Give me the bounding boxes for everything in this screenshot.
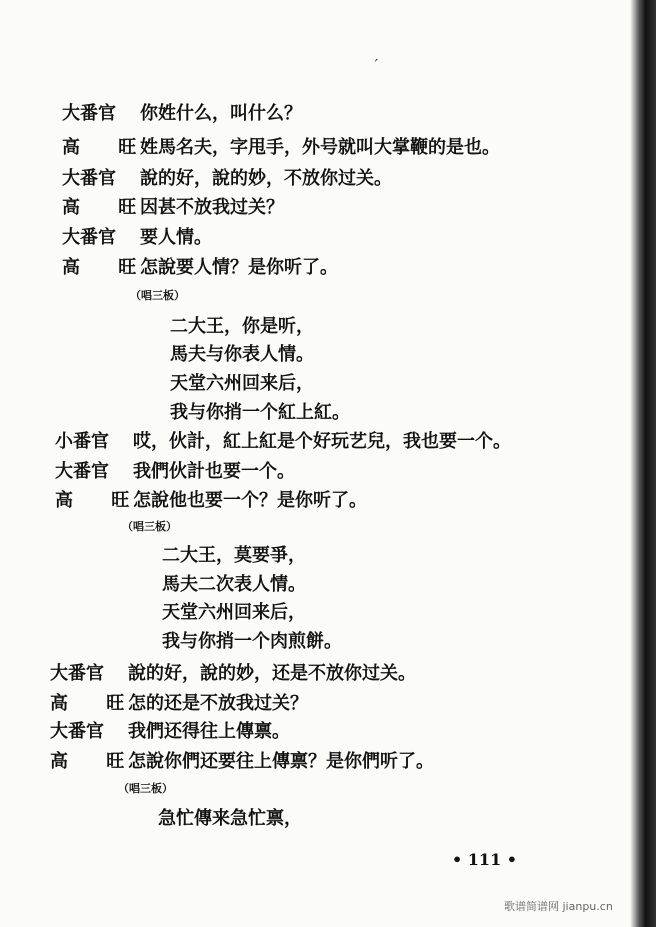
dialogue-line <box>50 714 290 746</box>
speaker-name: 大番官 <box>62 227 116 248</box>
dialogue-text: 說的好，說的妙，不放你过关。 <box>140 168 392 189</box>
verse-line: 我与你捎一个肉煎餅。 <box>162 631 342 652</box>
verse-line: 馬夫二次表人情。 <box>162 574 306 595</box>
dialogue-line <box>62 190 284 222</box>
page-binding-shadow <box>630 0 656 927</box>
dialogue-line <box>62 96 302 128</box>
dialogue-line <box>55 424 511 456</box>
dialogue-text: 怎說他也要一个？是你听了。 <box>133 490 367 511</box>
verse-line: 馬夫与你表人情。 <box>170 344 314 365</box>
dialogue-line <box>55 454 295 486</box>
dialogue-text: 因甚不放我过关？ <box>140 197 284 218</box>
dialogue-text: 我們伙計也要一个。 <box>133 461 295 482</box>
dialogue-text: 姓馬名夫，字甩手，外号就叫大掌鞭的是也。 <box>140 137 500 158</box>
dialogue-line <box>62 130 500 162</box>
verse-line: 我与你捎一个紅上紅。 <box>170 402 350 423</box>
speaker-name: 高 旺 <box>62 257 153 278</box>
dialogue-text: 我們还得往上傳禀。 <box>128 721 290 742</box>
dialogue-text: 要人情。 <box>140 227 212 248</box>
stage-direction: （唱三板） <box>130 289 185 302</box>
dialogue-text: 怎的还是不放我过关？ <box>128 693 308 714</box>
dialogue-text: 你姓什么，叫什么？ <box>140 103 302 124</box>
speaker-name: 大番官 <box>50 663 104 684</box>
dialogue-line <box>50 656 416 688</box>
dialogue-text: 說的好，說的妙，还是不放你过关。 <box>128 663 416 684</box>
dialogue-line <box>62 161 392 193</box>
dialogue-text: 怎說你們还要往上傳禀？是你們听了。 <box>128 751 434 772</box>
verse-line: 二大王，你是听， <box>170 316 314 337</box>
dialogue-line <box>50 744 434 776</box>
ink-mark: ˊ <box>372 58 379 74</box>
speaker-name: 高 旺 <box>62 137 153 158</box>
speaker-name: 小番官 <box>55 431 109 452</box>
speaker-name: 高 旺 <box>55 490 146 511</box>
speaker-name: 高 旺 <box>62 197 153 218</box>
verse-line: 天堂六州回来后， <box>162 602 306 623</box>
speaker-name: 大番官 <box>50 721 104 742</box>
stage-direction: （唱三板） <box>122 520 177 533</box>
dialogue-text: 哎，伙計，紅上紅是个好玩艺兒，我也要一个。 <box>133 431 511 452</box>
dialogue-line <box>55 483 367 515</box>
dialogue-line <box>62 220 212 252</box>
speaker-name: 高 旺 <box>50 693 141 714</box>
site-watermark: 歌谱简谱网 jianpu.cn <box>504 900 613 913</box>
speaker-name: 大番官 <box>62 103 116 124</box>
verse-line: 急忙傳来急忙禀， <box>158 808 302 829</box>
page-number: • 111 • <box>452 850 517 869</box>
speaker-name: 大番官 <box>62 168 116 189</box>
dialogue-line <box>62 250 338 282</box>
dialogue-text: 怎說要人情？是你听了。 <box>140 257 338 278</box>
verse-line: 二大王，莫要爭， <box>162 545 306 566</box>
speaker-name: 大番官 <box>55 461 109 482</box>
speaker-name: 高 旺 <box>50 751 141 772</box>
verse-line: 天堂六州回来后， <box>170 373 314 394</box>
stage-direction: （唱三板） <box>118 782 173 795</box>
